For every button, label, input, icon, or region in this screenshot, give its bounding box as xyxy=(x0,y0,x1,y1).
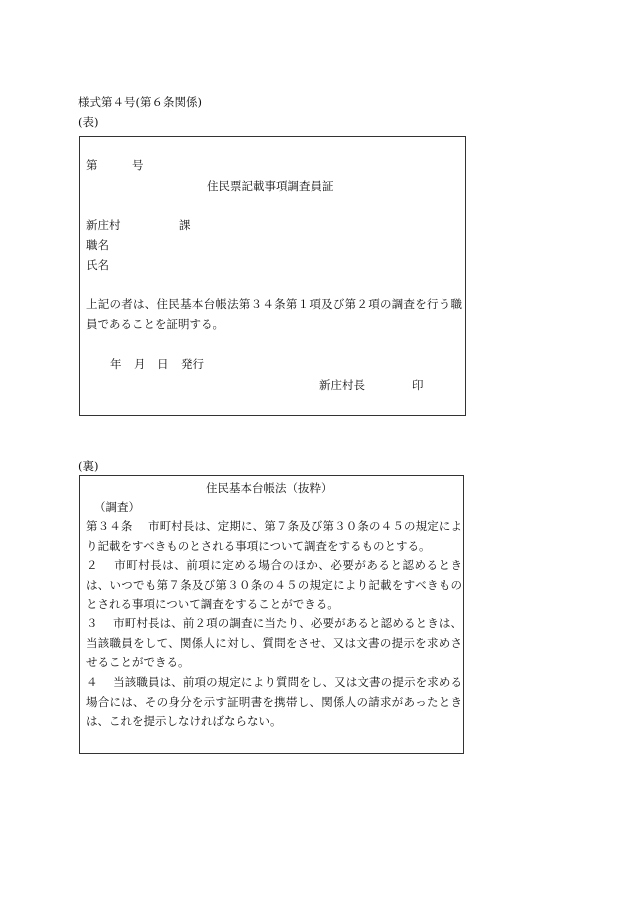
name-label: 氏名 xyxy=(86,258,109,272)
article-34-paragraph-3: ３ 市町村長は、前２項の調査に当たり、必要があると認めるときは、当該職員をして、関係人に対し、質問をさせ、又は文書の提示を求めさせることができる。 xyxy=(86,616,462,669)
law-excerpt-title: 住民基本台帳法（抜粋） xyxy=(206,481,333,495)
issue-month-label: 月 xyxy=(134,357,146,371)
front-side-label: (表) xyxy=(78,115,99,129)
issue-label: 発行 xyxy=(181,357,204,371)
certificate-title: 住民票記載事項調査員証 xyxy=(207,179,334,193)
form-label: 様式第４号(第６条関係) xyxy=(78,95,202,109)
back-side-label: (裏) xyxy=(78,459,99,473)
issuer-name: 新庄村長 xyxy=(319,378,365,392)
certificate-number-suffix: 号 xyxy=(132,158,144,172)
position-label: 職名 xyxy=(86,238,109,252)
front-card xyxy=(79,136,466,416)
certification-text: 上記の者は、住民基本台帳法第３４条第１項及び第２項の調査を行う職員であることを証明する。 xyxy=(86,297,462,331)
back-card xyxy=(79,475,464,754)
section-label: 課 xyxy=(179,218,191,232)
seal-mark: 印 xyxy=(412,378,424,392)
section-heading: （調査） xyxy=(94,500,140,514)
issue-day-label: 日 xyxy=(157,357,169,371)
article-34-paragraph-1: 第３４条 市町村長は、定期に、第７条及び第３０条の４５の規定により記載をすべきものとされる事項について調査をするものとする。 xyxy=(86,519,462,553)
certificate-number-prefix: 第 xyxy=(86,158,98,172)
issue-year-label: 年 xyxy=(110,357,122,371)
article-34-paragraph-4: ４ 当該職員は、前項の規定により質問をし、又は文書の提示を求める場合には、その身分を示す証明書を携帯し、関係人の請求があったときは、これを提示しなければならない。 xyxy=(86,675,462,728)
article-34-paragraph-2: ２ 市町村長は、前項に定める場合のほか、必要があると認めるときは、いつでも第７条及び第３０条の４５の規定により記載をすべきものとされる事項について調査をすることができる。 xyxy=(86,558,462,611)
village-name: 新庄村 xyxy=(86,218,121,232)
